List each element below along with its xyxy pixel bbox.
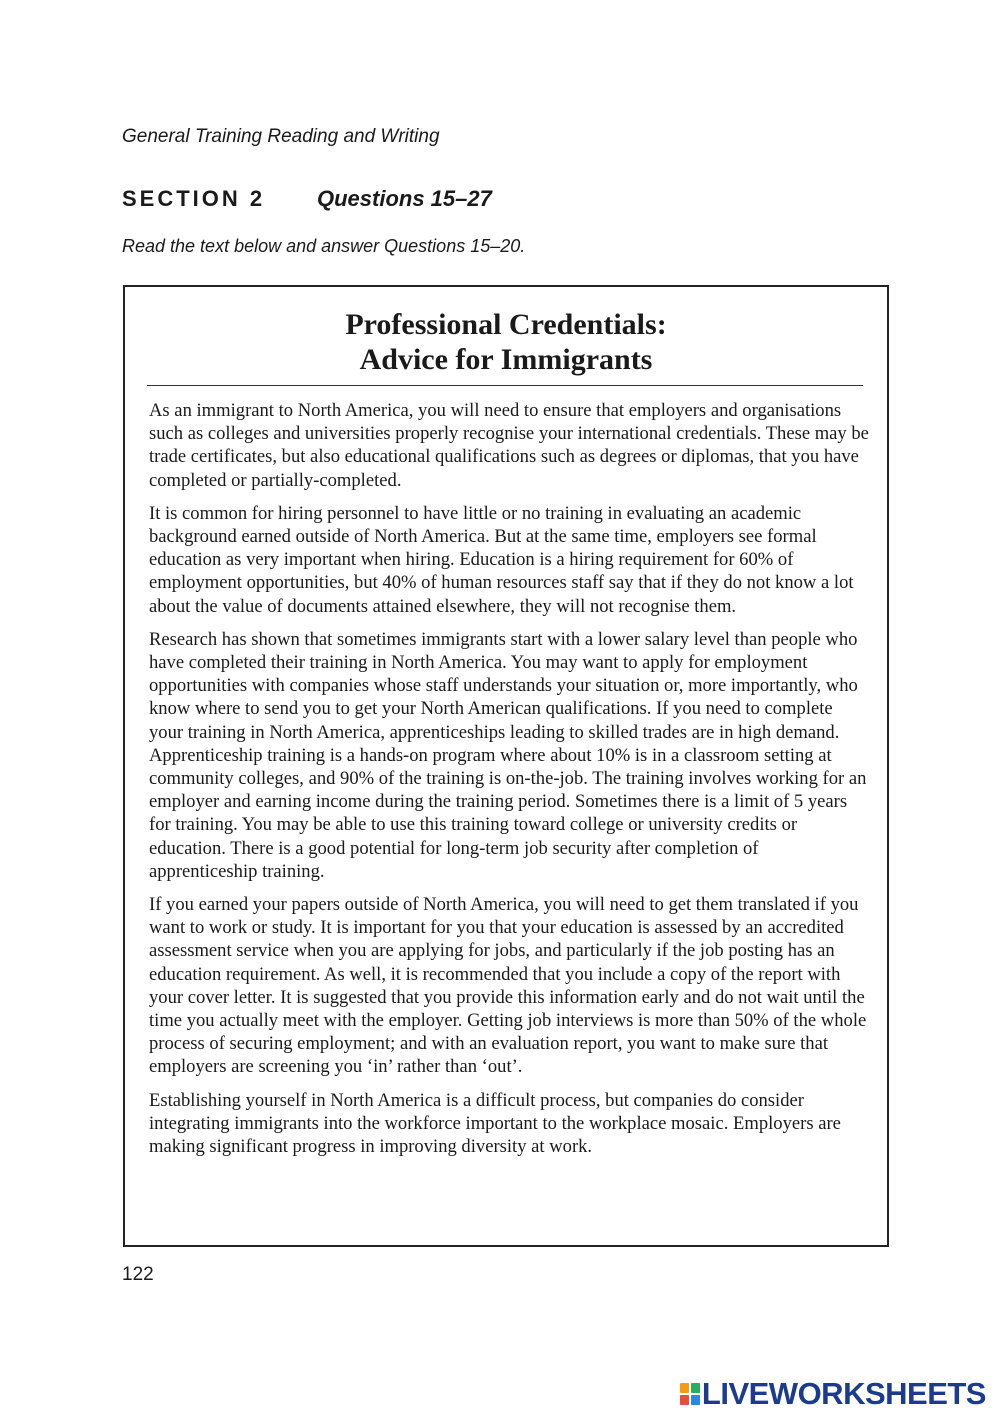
liveworksheets-wordmark: LIVEWORKSHEETS [701,1376,986,1411]
section-heading [122,186,492,212]
logo-square-3 [680,1395,689,1405]
passage-paragraph-5: Establishing yourself in North America is a difficult process, but companies do consider integrating immigrants into the workforce important to the workplace mosaic. Employers are making significant progress in improving diversity at work. [149,1089,841,1158]
reading-passage-box [123,285,889,1247]
passage-title-line-2: Advice for Immigrants [359,343,653,376]
page-number: 122 [122,1264,154,1285]
passage-title [149,307,863,377]
title-divider [147,385,863,386]
logo-square-1 [680,1383,689,1393]
passage-paragraph-1: As an immigrant to North America, you will need to ensure that employers and organisations such as colleges and universities properly recognise your international credentials. These may be trade certificates, but also educational qualifications such as degrees or diplomas, that you have completed or partially-completed. [149,400,869,491]
logo-square-4 [691,1395,700,1405]
passage-paragraph-3: Research has shown that sometimes immigrants start with a lower salary level than people who have completed their training in North America. You may want to apply for employment opportunities with companies whose staff understands your situation or, more importantly, who know where to send you to get your North American qualifications. If you need to complete your training in North America, apprenticeships leading to skilled trades are in high demand. Apprenticeship training is a hands-on program where about 10% is in a classroom setting at community colleges, and 90% of the training is on-the-job. The training involves working for an employer and earning income during the training period. Sometimes there is a limit of 5 years for training. You may be able to use this training toward college or university credits or education. There is a good potential for long-term job security after completion of apprenticeship training. [149,628,867,882]
section-label: SECTION 2 [122,186,266,211]
section-questions-range: Questions 15–27 [317,186,492,211]
running-header: General Training Reading and Writing [122,126,440,147]
liveworksheets-logo[interactable] [680,1376,986,1412]
liveworksheets-icon [680,1383,700,1405]
passage-body [149,399,871,1168]
instruction-text: Read the text below and answer Questions 15–20. [122,236,526,256]
passage-paragraph-4: If you earned your papers outside of North America, you will need to get them translated if you want to work or study. It is important for you that your education is assessed by an accredited assessment service when you are applying for jobs, and particularly if the job posting has an education requirement. As well, it is recommended that you include a copy of the report with your cover letter. It is suggested that you provide this information early and do not wait until the time you actually meet with the employer. Getting job interviews is more than 50% of the whole process of securing employment; and with an evaluation report, you want to make sure that employers are screening you ‘in’ rather than ‘out’. [149,894,867,1078]
logo-square-2 [691,1383,700,1393]
passage-paragraph-2: It is common for hiring personnel to have little or no training in evaluating an academic background earned outside of North America. But at the same time, employers see formal education as very important when hiring. Education is a hiring requirement for 60% of employment opportunities, but 40% of human resources staff say that if they do not know a lot about the value of documents attained elsewhere, they will not recognise them. [149,502,854,617]
passage-title-line-1: Professional Credentials: [345,308,667,341]
